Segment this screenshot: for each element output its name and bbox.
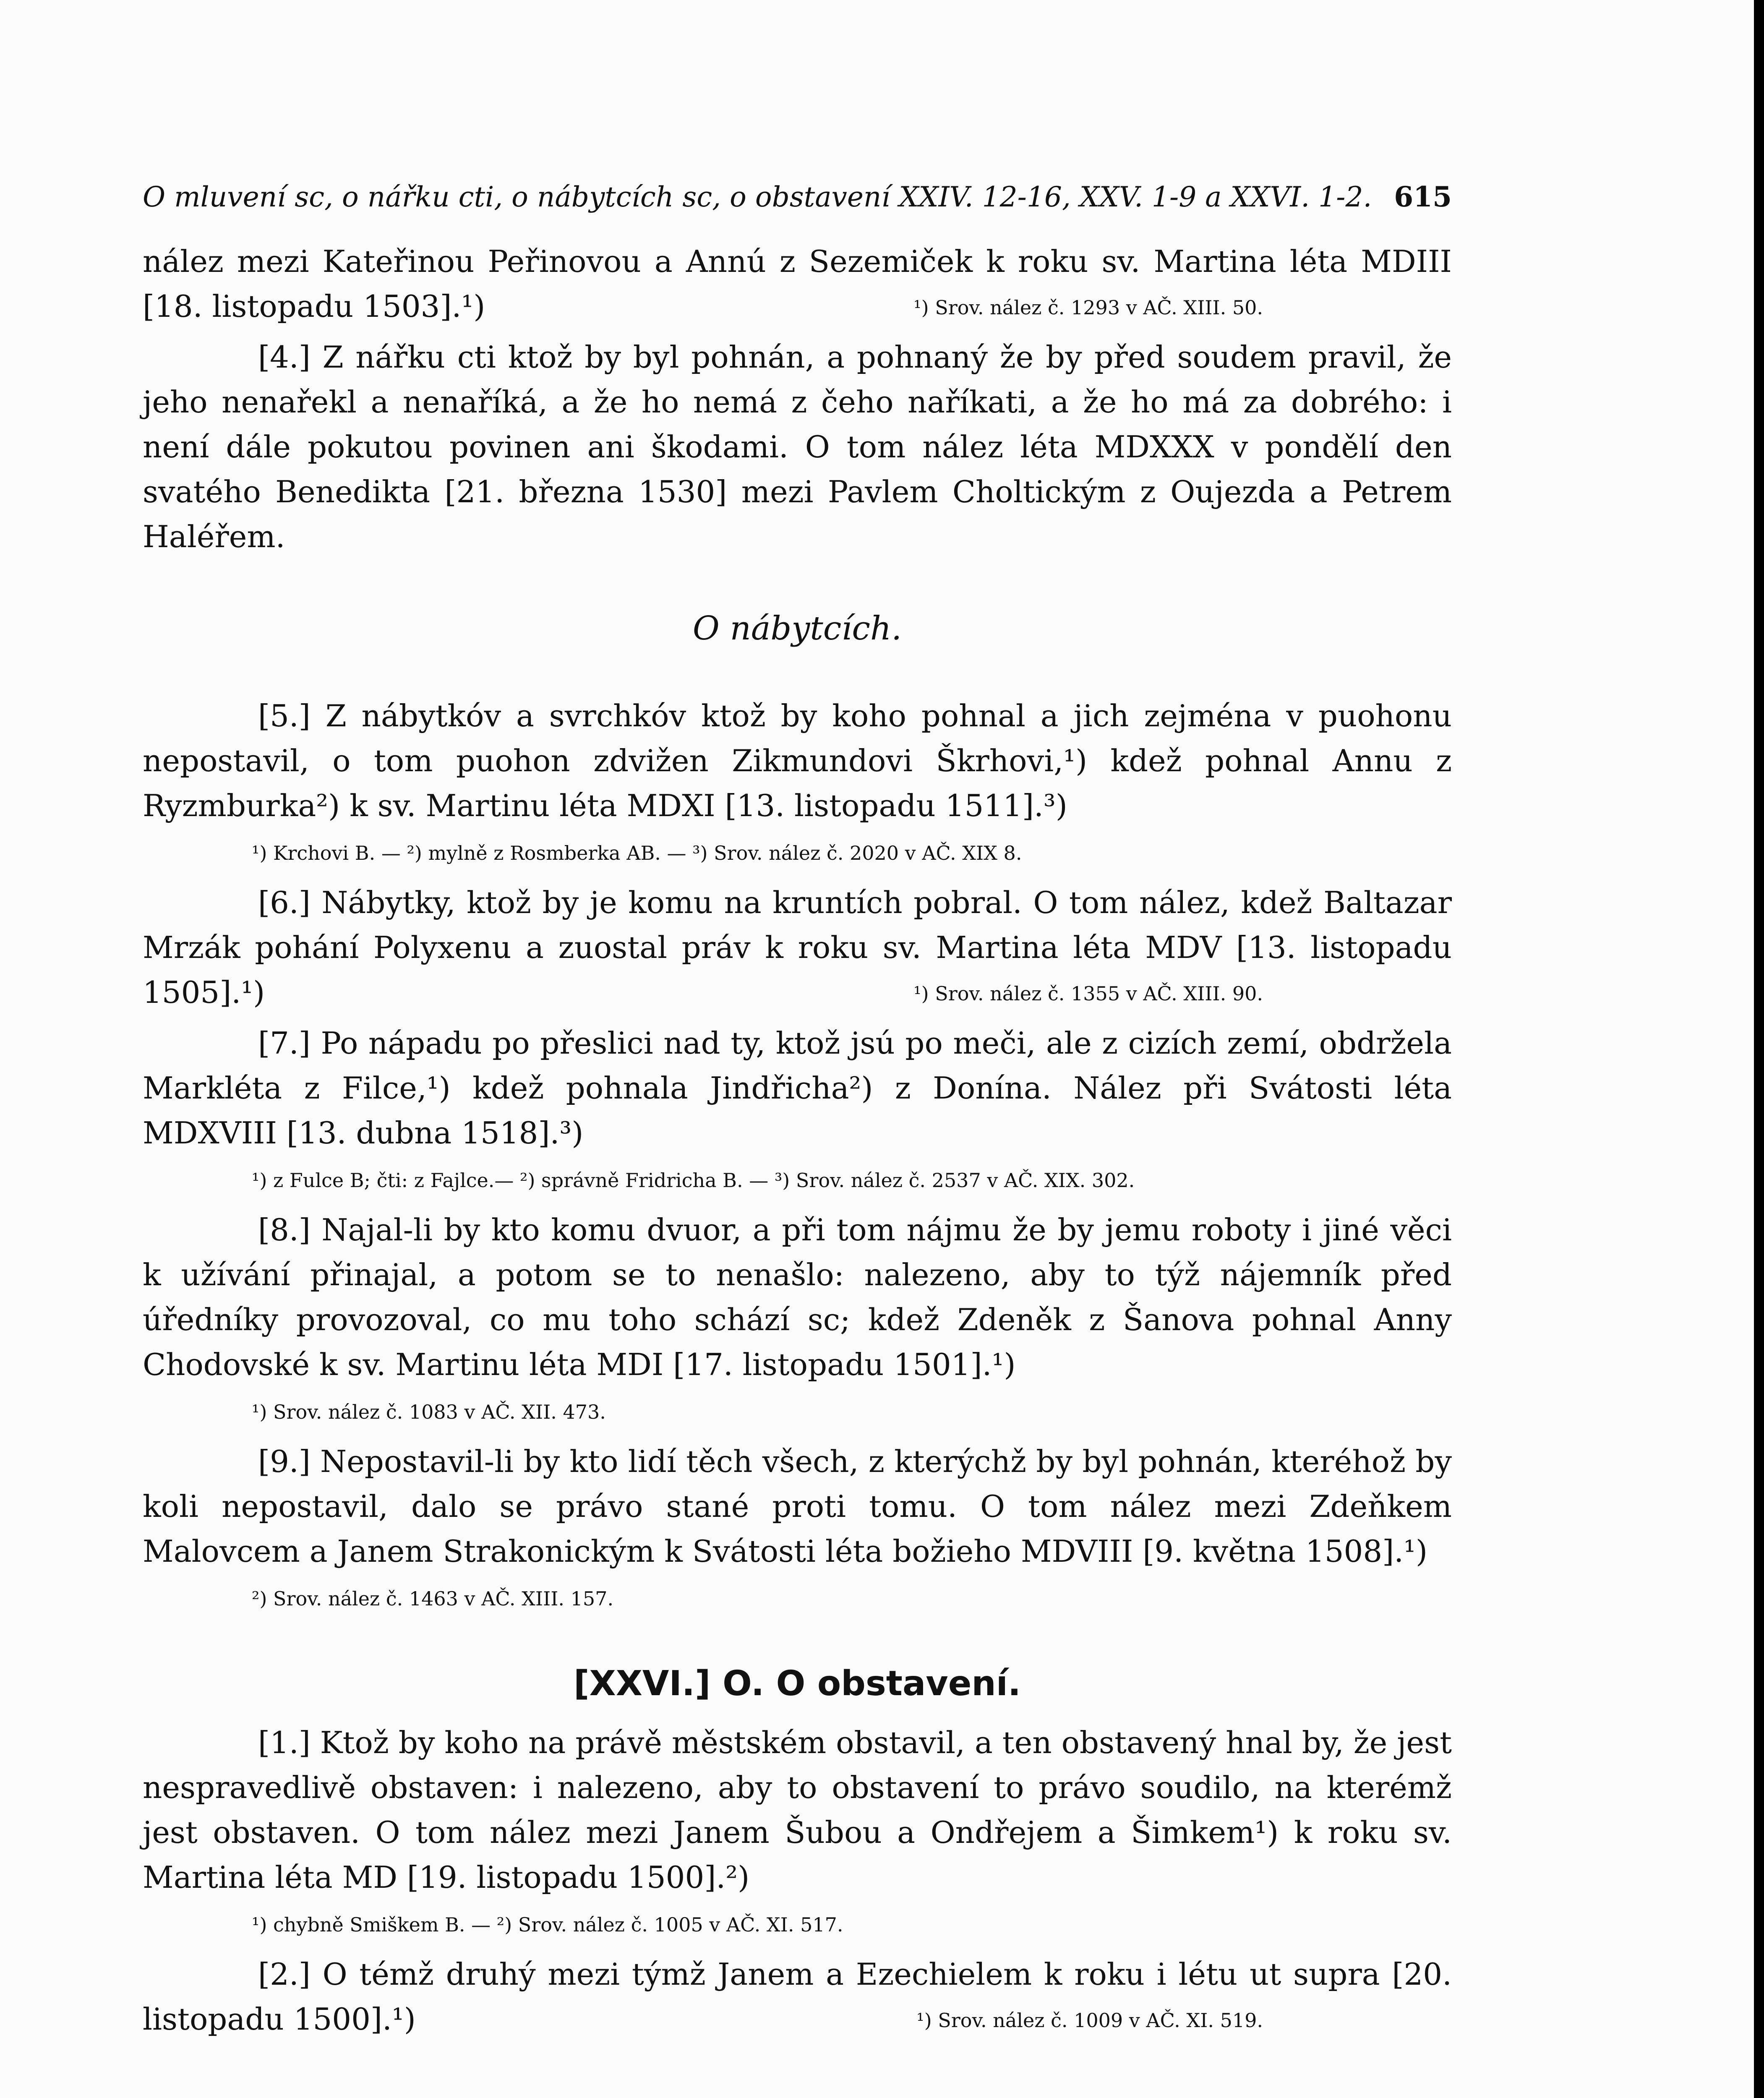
running-title: O mluvení sc, o nářku cti, o nábytcích sc, o obstavení XXIV. 12-16, XXV. 1-9 a XXVI. 1-2.: [143, 181, 1372, 213]
running-header: [143, 180, 1452, 222]
page-number: 615: [1394, 180, 1452, 213]
section-heading: O nábytcích.: [692, 610, 902, 647]
paragraph-xxvi-1: [1.] Ktož by koho na právě městském obstavil, a ten obstavený hnal by, že jest nespravedlivě obstaven: i nalezeno, aby to obstavení to právo soudilo, na kterémž jest obstaven. O tom nález mezi Janem Šubou a Ondřejem a Šimkem¹) k roku sv. Martina léta MD [19. listopadu 1500].²): [143, 1725, 1452, 1895]
page-content: [143, 180, 1452, 2048]
paragraph-8: [8.] Najal-li by kto komu dvuor, a při tom nájmu že by jemu roboty i jiné věci k užívání přinajal, a potom se to nenašlo: nalezeno, aby to týž nájemník před úředníky provozoval, co mu toho schází sc; kdež Zdeněk z Šanova pohnal Anny Chodovské k sv. Martinu léta MDI [17. listopadu 1501].¹): [143, 1212, 1452, 1382]
footnote: ¹) Srov. nález č. 1083 v AČ. XII. 473.: [252, 1401, 606, 1423]
paragraph-6: [6.] Nábytky, ktož by je komu na kruntích pobral. O tom nález, kdež Baltazar Mrzák pohání Polyxenu a zuostal práv k roku sv. Martina léta MDV [13. listopadu 1505].¹): [143, 885, 1452, 1010]
footnote: ¹) Krchovi B. — ²) mylně z Rosmberka AB. — ³) Srov. nález č. 2020 v AČ. XIX 8.: [252, 842, 1022, 864]
footnote: ¹) chybně Smiškem B. — ²) Srov. nález č. 1005 v AČ. XI. 517.: [252, 1913, 843, 1936]
paragraph-4: [4.] Z nářku cti ktož by byl pohnán, a pohnaný že by před soudem pravil, že jeho nenařekl a nenaříká, a že ho nemá z čeho naříkati, a že ho má za dobrého: i není dále pokutou povinen ani škodami. O tom nález léta MDXXX v pondělí den svatého Benedikta [21. března 1530] mezi Pavlem Choltickým z Oujezda a Petrem Haléřem.: [143, 339, 1452, 554]
chapter-heading: [XXVI.] O. O obstavení.: [574, 1664, 1021, 1704]
footnote: ¹) Srov. nález č. 1293 v AČ. XIII. 50.: [913, 296, 1263, 319]
footnote: ²) Srov. nález č. 1463 v AČ. XIII. 157.: [252, 1587, 614, 1610]
footnote: ¹) Srov. nález č. 1009 v AČ. XI. 519.: [916, 2009, 1263, 2032]
paragraph-xxvi-2: [2.] O témž druhý mezi týmž Janem a Ezechielem k roku i létu ut supra [20. listopadu 1500].¹): [143, 1957, 1452, 2037]
paragraph-9: [9.] Nepostavil-li by kto lidí těch všech, z kterýchž by byl pohnán, kteréhož by koli nepostavil, dalo se právo stané proti tomu. O tom nález mezi Zdeňkem Malovcem a Janem Strakonickým k Svátosti léta božieho MDVIII [9. května 1508].¹): [143, 1444, 1452, 1569]
paragraph-5: [5.] Z nábytkóv a svrchkóv ktož by koho pohnal a jich zejména v puohonu nepostavil, o tom puohon zdvižen Zikmundovi Škrhovi,¹) kdež pohnal Annu z Ryzmburka²) k sv. Martinu léta MDXI [13. listopadu 1511].³): [143, 698, 1452, 823]
paragraph-continued: nález mezi Kateřinou Peřinovou a Annú z Sezemiček k roku sv. Martina léta MDIII [18. listopadu 1503].¹): [143, 244, 1452, 324]
scan-edge-right: [1754, 0, 1764, 2098]
paragraph-7: [7.] Po nápadu po přeslici nad ty, ktož jsú po meči, ale z cizích zemí, obdržela Markléta z Filce,¹) kdež pohnala Jindřicha²) z Donína. Nález při Svátosti léta MDXVIII [13. dubna 1518].³): [143, 1026, 1452, 1151]
footnote: ¹) Srov. nález č. 1355 v AČ. XIII. 90.: [913, 982, 1263, 1005]
footnote: ¹) z Fulce B; čti: z Fajlce.— ²) správně Fridricha B. — ³) Srov. nález č. 2537 v AČ. XIX. 302.: [252, 1169, 1135, 1192]
